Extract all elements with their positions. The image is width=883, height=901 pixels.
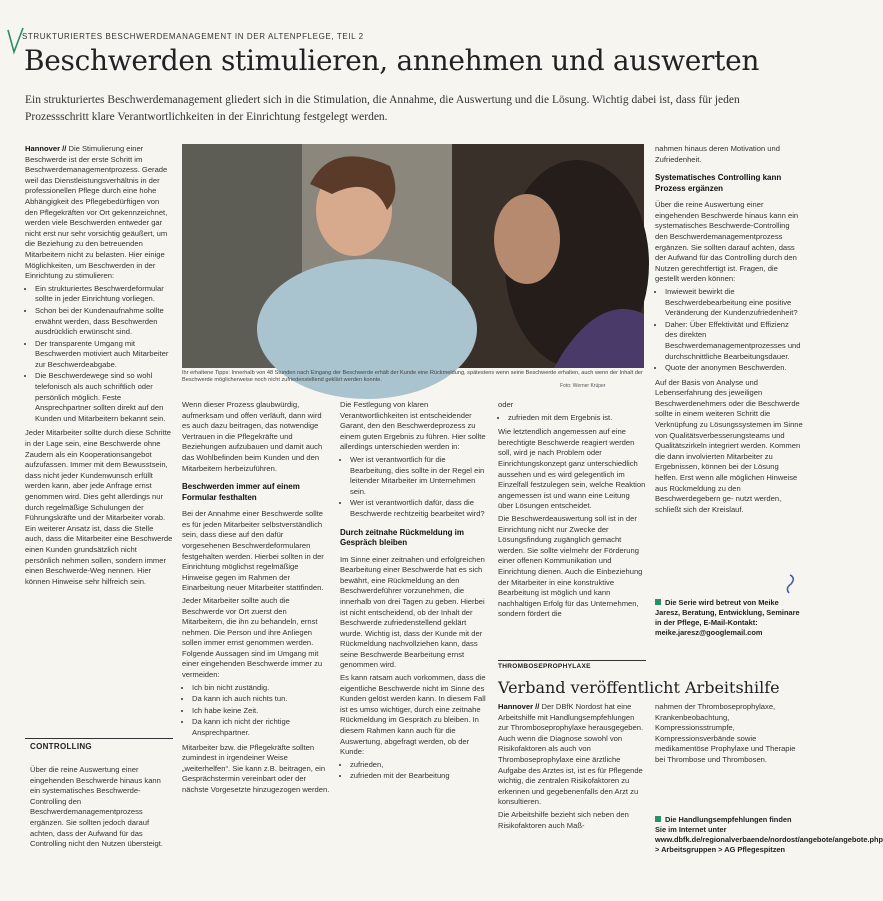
controlling-label: CONTROLLING [30, 742, 92, 751]
subheading: Beschwerden immer auf einem Formular festhalten [182, 482, 300, 502]
intro-text: Die Stimulierung einer Beschwerde ist der erste Schritt im Beschwerdemanagementprozess. Gerade weil das Dienstleistungsverhältnis in der professionellen Pflege durch eine hohe Abhängigkeit des Pflegebedürftigen von den Pflegekräften vor Ort gekennzeichnet, werden viele Beschwerden entweder gar nicht erst nur sehr vorsichtig geäußert, um die Beziehung zu den betreuenden Mitarbeitern nicht zu belasten. Hier einige Möglichkeiten, um Beschwerden in der Einrichtung zu stimulieren: [25, 144, 168, 281]
intro-paragraph [25, 144, 173, 282]
body-paragraph: Jeder Mitarbeiter sollte auch die Beschwerde vor Ort zuerst den Mitarbeitern, die ihn zu behandeln, ernst nehmen. Die Person und ihre Anliegen sollen immer ernst genommen werden. Folgende Aussagen sind im Umgang mit einer eingehenden Beschwerde immer zu vermeiden: [182, 595, 323, 680]
kicker: STRUKTURIERTES BESCHWERDEMANAGEMENT IN DER ALTENPFLEGE, TEIL 2 [22, 32, 364, 41]
list-item: • Die Beschwerdewege sind so wohl telefonisch als auch schriftlich oder persönlich möglich. Feste Ansprechpartner sollten direkt auf den Kunden und Mitarbeitern bekannt sein. [35, 371, 173, 424]
list-item: • zufrieden mit der Bearbeitung [350, 771, 488, 782]
list-item: • Der transparente Umgang mit Beschwerden motiviert auch Mitarbeiter zur Beschwerdeabgabe. [35, 339, 173, 371]
list-item: • Ich bin nicht zuständig. [192, 683, 330, 694]
body-paragraph: Es kann ratsam auch vorkommen, dass die eigentliche Beschwerde nicht im Sinne des Kunden gelöst werden kann. In diesem Fall ist es umso wichtiger, durch eine zeitnahe Rückmeldung im Gespräch zu bleiben. In diesem Rahmen kann auch für die Auswertung, abgefragt werden, ob der Kunde: [340, 673, 486, 757]
column-2 [182, 400, 330, 885]
photo-illustration [182, 144, 644, 368]
avoid-phrases-list [182, 683, 330, 739]
section2-body [498, 702, 646, 887]
body-paragraph: oder [498, 400, 514, 409]
subheading: Durch zeitnahe Rückmeldung im Gespräch bleiben [340, 527, 465, 548]
body-paragraph: nahmen hinaus deren Motivation und Zufriedenheit. [655, 144, 780, 164]
body-paragraph: Wie letztendlich angemessen auf eine berechtigte Beschwerde reagiert werden soll, wird je nach Problem oder Einrichtungskonzept ganz unterschiedlich aussehen und es wird gelegentlich im Einzelfall festzulegen sein, welche Reaktion angemessen ist und wann eine Leitung über Lösungen entscheidet. [498, 427, 646, 511]
body-paragraph [498, 702, 646, 808]
body-paragraph: Auf der Basis von Analyse und Lebenserfahrung des jeweiligen Beschwerdenehmers oder die Beschwerde sollte in einem weiteren Schritt die Verknüpfung zu Lösungssystemen im Sinne von Qualitätsverbesserungsteams und Qualitätszirkeln integriert werden. Kommen die dann involvierten Mitarbeiter zu Ergebnissen, können bei der Lösung helfen. Erst wenn alle möglichen Hinweise aus Rückmeldung zu den Beschwerdegebern ge- nutzt werden, schließt sich der Kreislauf. [655, 377, 803, 514]
body-paragraph: Mitarbeiter bzw. die Pflegekräfte sollten zumindest in irgendeiner Weise „weiterhelfen“. Sie kann z.B. beitragen, ein Gesprächstermin vereinbart oder der nächste Vorgesetzte hinzugezogen werden. [182, 742, 330, 794]
list-item: • Da kann ich auch nichts tun. [192, 694, 330, 705]
dateline: Hannover // [25, 144, 67, 153]
series-author-box [655, 598, 803, 638]
author-info-text: Die Serie wird betreut von Meike Jaresz, Beratung, Entwicklung, Seminare in der Pflege, E-Mail-Kontakt: meike.jaresz@googlemail.com [655, 598, 800, 637]
body-paragraph: Bei der Annahme einer Beschwerde sollte es für jeden Mitarbeiter selbstverständlich sein, dass diese auf den dafür vorgesehenen Beschwerdeformularen festgehalten werden. Hierbei sollten in der Einrichtung möglichst regelmäßige Hinweise gegen im Rahmen der Einarbeitung neuer Mitarbeiter stattfinden. [182, 509, 324, 593]
result-list [498, 413, 646, 424]
subheading: Systematisches Controlling kann Prozess ergänzen [655, 173, 782, 193]
photo-caption: Ihr erhaltene Tipps: Innerhalb von 48 Stunden nach Eingang der Beschwerde erhält der Kunde eine Rückmeldung, spätestens wenn seine Beschwerde erhalten, auch wenn der Inhalt der Beschwerde möglicherweise noch nicht zufriedenstellend geklärt werden konnte. [182, 370, 643, 383]
list-item: • zufrieden, [350, 760, 488, 771]
handlungsempfehlungen-box [655, 815, 883, 855]
list-item: • zufrieden mit dem Ergebnis ist. [508, 413, 646, 424]
list-item: • Schon bei der Kundenaufnahme sollte erwähnt werden, dass Beschwerden ausdrücklich erwünscht sind. [35, 306, 173, 338]
list-item: • Inwieweit bewirkt die Beschwerdebearbeitung eine positive Veränderung der Kundenzufriedenheit? [665, 287, 803, 319]
body-paragraph: nahmen der Thromboseprophylaxe, Krankenbeobachtung, Kompressionsstrumpfe, Kompressionsverbände sowie medikamentöse Prophylaxe und Therapie bei Thrombose und Thrombosen. [655, 702, 796, 764]
responsibility-list [340, 455, 488, 520]
section2-rule [498, 660, 646, 661]
column-5 [655, 144, 803, 594]
info-square-icon [655, 816, 661, 822]
column-1 [25, 144, 173, 734]
list-item: • Wer ist verantwortlich für die Bearbeitung, dies sollte in der Regel ein leitender Mitarbeiter im Unternehmen sein. [350, 455, 488, 497]
body-paragraph: Die Beschwerdeauswertung soll ist in der Einrichtung nicht nur Zwecke der Lösungsfindung zugänglich gemacht werden. Sie sollte vielmehr der Förderung einer offenen Kommunikation und Einrichtung dienen. Auch die Einbeziehung der Mitarbeiter in eine konstruktive Bearbeitung ist möglich und kann nachhaltigen Erfolg für das Unternehmen, sondern fördert die [498, 513, 643, 619]
body-paragraph: Die Festlegung von klaren Verantwortlichkeiten ist entscheidender Garant, den den Beschwerdeprozess zu einem guten Ergebnis zu führen. Hier sollte allerdings unterschieden werden in: [340, 400, 486, 452]
lead-paragraph: Ein strukturiertes Beschwerdemanagement gliedert sich in die Stimulation, die Annahme, die Auswertung und die Lösung. Wichtig dabei ist, dass für jeden Prozessschritt klare Verantwortlichkeiten in der Einrichtung festgelegt werden. [25, 94, 740, 123]
dateline: Hannover // [498, 702, 540, 711]
section2-title: Verband veröffentlicht Arbeitshilfe [498, 678, 780, 697]
series-swoosh-logo [6, 26, 26, 56]
list-item: • Wer ist verantwortlich dafür, dass die Beschwerde rechtzeitig bearbeitet wird? [350, 498, 488, 519]
headline: Beschwerden stimulieren, annehmen und auswerten [24, 44, 760, 77]
list-item: • Daher: Über Effektivität und Effizienz des direkten Beschwerdemanagementprozesses und durchschnittliche Bearbeitungsdauer. [665, 320, 803, 362]
controlling-rule [25, 738, 173, 739]
body-paragraph: Im Sinne einer zeitnahen und erfolgreichen Bearbeitung einer Beschwerde hat es sich bewährt, eine Rückmeldung an den Beschwerdeführer vorzunehmen, die innerhalb von drei Tagen zu geben. Hierbei ist nicht entscheidend, ob der Inhalt der Beschwerde zufriedenstellend geklärt wurde. Wichtig ist, dass der Kunde mit der Rückmeldung nachvollziehen kann, dass seine Beschwerde Bearbeitung ernst genommen wird. [340, 554, 485, 670]
body-paragraph: Jeder Mitarbeiter sollte durch diese Schritte in der Lage sein, eine Beschwerde ohne Zaudern als ein Kooperationsangebot aufzufassen. Immer mit dem Bewusstsein, dass nicht jeder Kundenwunsch erfüllt werden kann, aber jede Anfrage ernst genommen wird. Dies geht allerdings nur durch regelmäßige Schulungen der Führungskräfte und der Mitarbeiter vorab. Ein weiterer Ansatz ist, dass die Stelle auch, dass die Mitarbeiter eine Beschwerde einen Kunden grundsätzlich nicht persönlich nehmen sollen, sondern immer einen Beschwerde-Weg nennen. Hier können Hinweise sehr hilfreich sein. [25, 428, 173, 586]
list-item: • Quote der anonymen Beschwerden. [665, 363, 803, 374]
body-paragraph: Wenn dieser Prozess glaubwürdig, aufmerksam und offen verläuft, dann wird es auch dazu beitragen, das notwendige Vertrauen in die Pflegekräfte und Beziehungen aufzubauen und damit auch das Wohlbefinden beim Kunden und den Mitarbeitern herbeizuführen. [182, 400, 323, 473]
stimulation-list [25, 284, 173, 425]
handlungsempfehlungen-text: Die Handlungsempfehlungen finden Sie im Internet unter www.dbfk.de/regionalverbaende/nordost/angebote/angebote.php > Arbeitsgruppen > AG Pflegespitzen [655, 815, 883, 854]
section2-continued [655, 702, 803, 812]
info-square-icon [655, 599, 661, 605]
section2-label: THROMBOSEPROPHYLAXE [498, 663, 591, 670]
column-3 [340, 400, 488, 885]
controlling-text: Über die reine Auswertung einer eingehenden Beschwerde hinaus kann ein systematisches Beschwerde-Controlling den Beschwerdemanagementprozess ergänzen. Sie sollten jedoch darauf achten, dass der Aufwand für das Controlling nicht den Nutzen übersteigt. [30, 765, 163, 849]
list-item: • Da kann ich nicht der richtige Ansprechpartner. [192, 717, 330, 738]
body-paragraph: Die Arbeitshilfe bezieht sich neben den Risikofaktoren auch Maß- [498, 809, 629, 830]
controlling-questions-list [655, 287, 803, 374]
photo-caregiver-and-senior [182, 144, 644, 368]
photo-credit: Foto: Werner Krüper [560, 383, 606, 389]
section2-text: Der DBfK Nordost hat eine Arbeitshilfe mit Handlungsempfehlungen zur Thromboseprophylaxe herausgegeben. Auch wenn die Diagnose sowohl von Risikofaktoren als auch von Thromboseprophylaxe eine ärztliche Aufgabe des Arztes ist, ist es für Pflegende wichtig, die zentralen Risikofaktoren zu erkennen und gegebenenfalls den Arzt zu konsultieren. [498, 702, 644, 807]
pen-mark-icon [780, 572, 800, 596]
column-4 [498, 400, 646, 640]
satisfaction-list [340, 760, 488, 782]
list-item: • Ich habe keine Zeit. [192, 706, 330, 717]
body-paragraph: Über die reine Auswertung einer eingehenden Beschwerde hinaus kann ein systematisches Beschwerde-Controlling den Beschwerdemanagementprozess ergänzen. Sie sollten darauf achten, dass der Aufwand für das Controlling durch den Nutzen gerechtfertigt ist. Fragen, die gestellt werden können: [655, 200, 799, 284]
list-item: • Ein strukturiertes Beschwerdeformular sollte in jeder Einrichtung vorliegen. [35, 284, 173, 305]
